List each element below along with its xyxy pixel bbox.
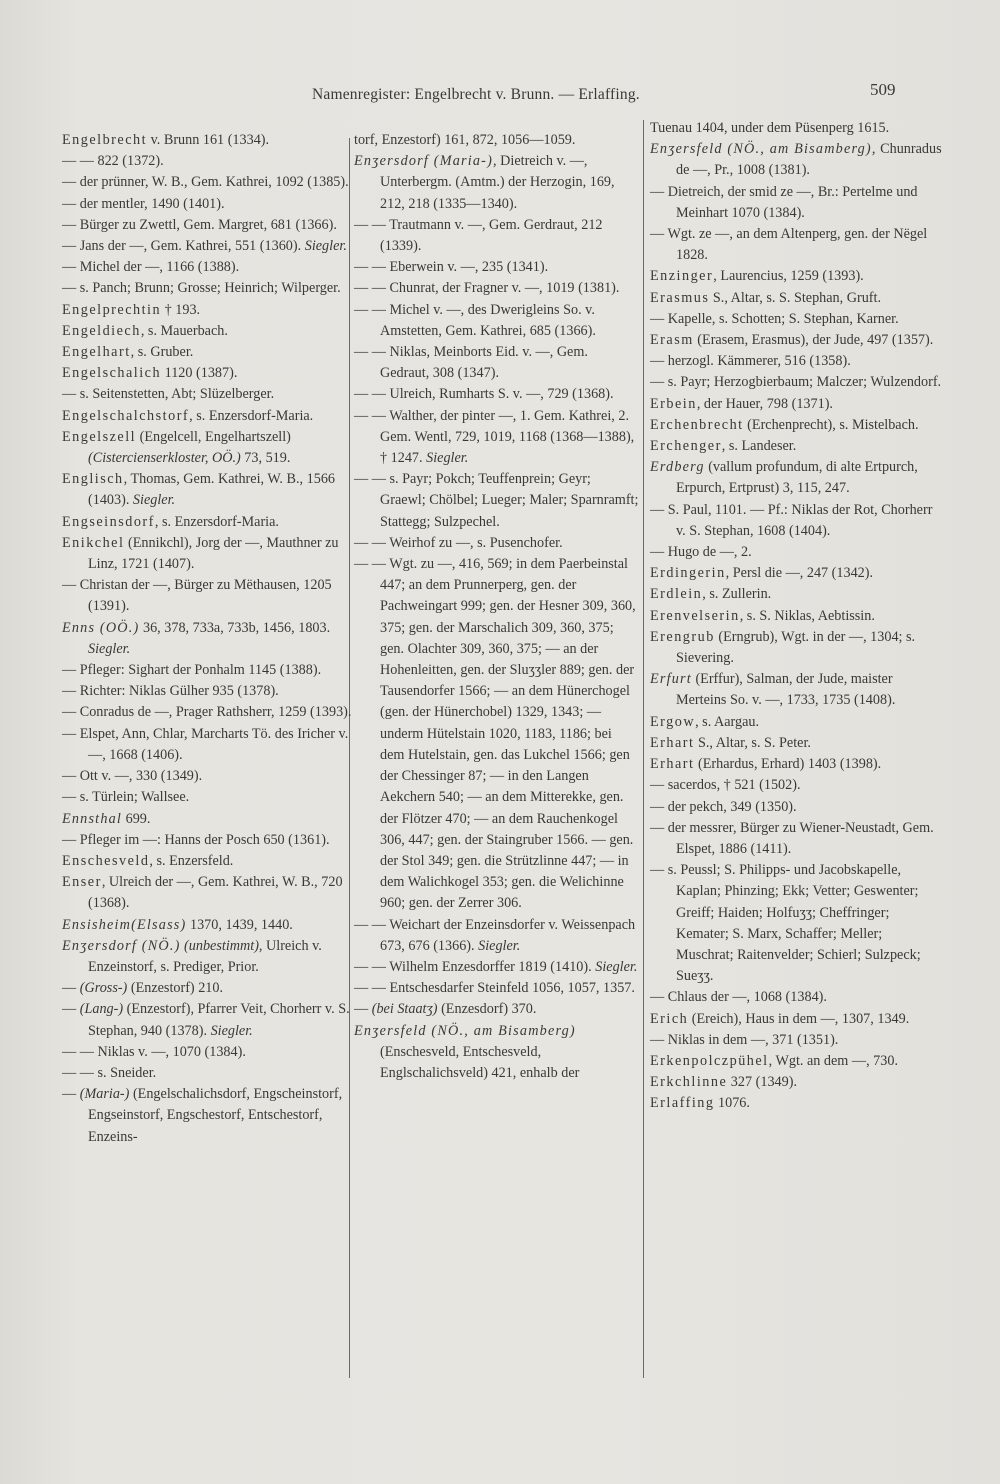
entry-text: (Erngrub), Wgt. in der —, 1304; s. Sievering. [676,628,916,667]
index-entry [62,1042,354,1063]
entry-text: — s. Payr; Herzogbierbaum; Malczer; Wulzendorf. [650,374,942,391]
index-entry [62,702,354,723]
entry-text: (Enzestorf) 210. [127,980,224,997]
entry-headword: Ensisheim(Elsass) [62,916,187,933]
entry-text: — [62,1001,80,1018]
entry-text: — — s. Payr; Pokch; Teuffenprein; Geyr; Graewl; Chölbel; Lueger; Maler; Sparnramft; Stattegg; Sulzpechel. [354,471,639,530]
entry-headword: Enschesveld [62,852,150,869]
index-entry [354,915,639,957]
entry-text: — s. Peussl; S. Philipps- und Jacobskapelle, Kaplan; Phinzing; Ekk; Vetter; Geswenter; Greiff; Haiden; Holfuʒʒ; Cheffringer; Kemater; S. Marx, Schaffer; Meller; Muschrat; Raitenvelder; Schierl; Sulzpeck; Sueʒʒ. [650,862,921,985]
index-entry [650,309,942,330]
index-entry [650,797,942,818]
entry-headword: Erasm [650,332,694,349]
index-entry [62,618,354,660]
index-entry [62,342,354,363]
entry-headword: Erdlein [650,586,703,603]
entry-text: — — 822 (1372). [62,153,164,170]
entry-text: (Ennikchl), Jorg der —, Mauthner zu Linz, 1721 (1407). [88,534,339,573]
entry-headword: Engelschalchstorf [62,407,190,424]
entry-text: — Dietreich, der smid ze —, Br.: Pertelme und Meinhart 1070 (1384). [650,183,918,221]
entry-text: v. Brunn 161 (1334). [147,132,270,148]
entry-text: Siegler. [478,937,521,954]
entry-text: — — Entschesdarfer Steinfeld 1056, 1057, 1357. [354,980,635,997]
entry-headword: Enzinger [650,268,714,285]
entry-text: (Enzestorf), Pfarrer Veit, Chorherr v. S. Stephan, 940 (1378). [88,1001,350,1039]
index-entry [354,957,639,978]
entry-headword: Erchenbrecht [650,416,744,433]
entry-text: — herzogl. Kämmerer, 516 (1358). [650,353,851,370]
index-entry [650,542,942,563]
entry-text: — Pfleger im —: Hanns der Posch 650 (1361). [62,831,330,848]
entry-headword: Erdberg [650,459,705,476]
page-title: Namenregister: Engelbrecht v. Brunn. — Erlaffing. [312,86,640,103]
entry-headword: Erengrub [650,628,715,645]
entry-text: S., Altar, s. S. Stephan, Gruft. [709,289,882,306]
index-entry [62,469,354,511]
entry-text: , der Hauer, 798 (1371). [696,395,833,412]
index-entry [650,457,942,499]
index-entry [354,384,639,405]
index-entry [650,436,942,457]
entry-headword: Engelschalich [62,365,162,382]
entry-text: , Thomas, Gem. Kathrei, W. B., 1566 (1403). [88,471,336,509]
entry-text: — der mentler, 1490 (1401). [62,195,225,212]
entry-text: — — Walther, der pinter —, 1. Gem. Kathrei, 2. Gem. Wentl, 729, 1019, 1168 (1368—1388), † 1247. [354,407,635,467]
entry-text: (Cistercienserkloster, OÖ.) [88,450,241,467]
entry-text: , Wgt. an dem —, 730. [768,1052,899,1069]
index-entry [650,754,942,775]
entry-text: (Enschesveld, Entschesveld, Englschalichsveld) 421, enhalb der [380,1043,580,1081]
entry-text: — Michel der —, 1166 (1388). [62,259,240,276]
entry-text: (bei Staatʒ) [371,1001,438,1018]
entry-headword: Engelbrecht [62,132,148,148]
index-entry [354,342,639,384]
index-entry [62,809,354,830]
index-entry [354,215,639,257]
entry-headword: Erasmus [650,289,710,306]
entry-text: 1120 (1387). [161,365,238,382]
entry-text: Siegler. [304,238,347,255]
index-entry [62,194,354,215]
index-entry [354,300,639,342]
index-entry [354,257,639,278]
index-entry [650,627,942,669]
entry-text: (unbestimmt), [184,937,263,954]
index-entry [62,427,354,469]
entry-text: , s. Enzersfeld. [149,852,234,869]
entry-text: Ulreich v. Enzeinstorf, s. Prediger, Prior. [88,937,322,975]
index-entry [650,1030,942,1051]
index-entry [650,860,942,987]
entry-text: † 193. [161,301,201,318]
entry-headword: Erenvelserin [650,607,740,624]
entry-headword: Engseinsdorf [62,513,155,530]
index-entry [62,384,354,405]
entry-text: (Erchenprecht), s. Mistelbach. [743,416,919,433]
index-entry [62,681,354,702]
entry-headword: Erchenger [650,438,722,455]
index-entry [650,118,942,139]
entry-headword: Ergow [650,713,696,730]
index-entry [354,554,639,914]
index-entry [650,733,942,754]
entry-headword: Enʒersfeld (NÖ., am Bisamberg), [650,141,877,158]
index-entry [650,1009,942,1030]
index-entry [354,999,639,1020]
entry-text: 73, 519. [240,450,291,467]
index-entry [62,851,354,872]
entry-text: — Christan der —, Bürger zu Mëthausen, 1205 (1391). [62,577,332,615]
entry-text: — Richter: Niklas Gülher 935 (1378). [62,683,279,700]
index-entry [650,669,942,711]
index-entry [650,372,942,393]
entry-text: , Dietreich v. —, Unterbergm. (Amtm.) der Herzogin, 169, 212, 218 (1335—1340). [380,153,615,212]
entry-text: — — Eberwein v. —, 235 (1341). [354,259,549,276]
entry-text: — — Trautmann v. —, Gem. Gerdraut, 212 (1339). [354,216,603,255]
entry-text: (Engelcell, Engelhartszell) [136,428,291,445]
entry-headword: Enʒersdorf (NÖ.) [62,937,181,954]
index-entry [62,172,354,193]
index-entry [62,512,354,533]
entry-text: 36, 378, 733a, 733b, 1456, 1803. [139,619,331,636]
index-entry [62,321,354,342]
index-entry [650,712,942,733]
entry-text: — Conradus de —, Prager Rathsherr, 1259 (1393). [62,704,352,721]
index-column-3 [650,118,942,1115]
index-entry [62,236,354,257]
entry-text: — — s. Sneider. [62,1064,157,1081]
index-entry [354,130,639,151]
index-entry [650,224,942,266]
entry-text: 699. [122,810,151,827]
index-entry [650,182,942,224]
entry-headword: Erbein [650,395,697,412]
index-entry [650,584,942,605]
index-entry [650,266,942,287]
entry-text: S., Altar, s. S. Peter. [694,734,811,751]
entry-text: — s. Panch; Brunn; Grosse; Heinrich; Wilperger. [62,280,341,297]
entry-text: (vallum profundum, di alte Ertpurch, Erpurch, Ertprust) 3, 115, 247. [676,459,918,497]
entry-text: Tuenau 1404, under dem Püsenperg 1615. [650,120,890,136]
index-entry [62,151,354,172]
entry-text: Chunradus de —, Pr., 1008 (1381). [676,141,942,179]
entry-text: — S. Paul, 1101. — Pf.: Niklas der Rot, Chorherr v. S. Stephan, 1608 (1404). [650,501,933,539]
entry-text: (Gross-) [79,980,128,997]
entry-text: — — Niklas, Meinborts Eid. v. —, Gem. Gedraut, 308 (1347). [354,344,588,382]
entry-headword: Erlaffing [650,1095,715,1112]
entry-text: , s. Enzersdorf-Maria. [189,407,314,424]
entry-headword: Erich [650,1010,689,1027]
entry-text: — [354,1001,372,1018]
index-entry [62,1084,354,1148]
entry-text: — der messrer, Bürger zu Wiener-Neustadt, Gem. Elspet, 1886 (1411). [650,819,934,857]
entry-text: — — Niklas v. —, 1070 (1384). [62,1043,246,1060]
entry-text: , s. Enzersdorf-Maria. [154,513,279,530]
entry-text: (Lang-) [79,1001,124,1018]
index-entry [650,288,942,309]
entry-headword: Englisch [62,471,124,488]
entry-text: — Elspet, Ann, Chlar, Marcharts Tö. des Iricher v. —, 1668 (1406). [62,725,349,763]
column-divider [643,120,644,1378]
entry-text: — Niklas in dem —, 371 (1351). [650,1031,839,1048]
entry-text: (Ereich), Haus in dem —, 1307, 1349. [688,1010,910,1027]
entry-text: 1370, 1439, 1440. [186,916,293,933]
entry-headword: Engelhart [62,344,131,361]
entry-text: — — Chunrat, der Fragner v. —, 1019 (1381). [354,280,620,297]
entry-text: (Engelschalichsdorf, Engscheinstorf, Engseinstorf, Engschestorf, Entschestorf, Enzeins- [88,1086,343,1145]
index-entry [62,130,354,151]
page-number: 509 [870,80,896,99]
index-entry [62,257,354,278]
index-entry [354,406,639,470]
index-entry [62,363,354,384]
entry-text: — s. Türlein; Wallsee. [62,789,190,806]
entry-text: — Hugo de —, 2. [650,544,752,561]
entry-text: — — Michel v. —, des Dwerigleins So. v. Amstetten, Gem. Kathrei, 685 (1366). [354,301,596,339]
entry-text: (Erffur), Salman, der Jude, maister Merteins So. v. —, 1733, 1735 (1408). [676,671,896,709]
entry-text: — sacerdos, † 521 (1502). [650,777,801,794]
index-entry [62,830,354,851]
entry-text: (Erhardus, Erhard) 1403 (1398). [694,756,882,773]
entry-text: — Wgt. ze —, an dem Altenperg, gen. der Nëgel 1828. [650,226,928,264]
index-entry [650,775,942,796]
entry-text: Siegler. [210,1022,253,1039]
entry-headword: Enser [62,874,102,891]
index-entry [62,406,354,427]
entry-text: Siegler. [426,450,469,467]
entry-text: — der pekch, 349 (1350). [650,798,797,815]
index-entry [650,1093,942,1114]
entry-text: 327 (1349). [727,1074,797,1091]
entry-text: Siegler. [595,958,638,975]
index-entry [62,660,354,681]
entry-text: Siegler. [88,640,131,657]
entry-headword: Enns (OÖ.) [62,619,140,636]
entry-text: — [62,1086,80,1103]
index-entry [354,278,639,299]
entry-text: (Maria-) [79,1086,130,1103]
index-entry [354,151,639,215]
index-entry [650,415,942,436]
index-entry [62,300,354,321]
index-entry [62,936,354,978]
index-entry [650,606,942,627]
entry-headword: Engelprechtin [62,301,162,318]
running-header [0,80,1000,114]
index-entry [354,469,639,533]
entry-headword: Engeldiech [62,322,141,339]
entry-text: — Jans der —, Gem. Kathrei, 551 (1360). [62,238,305,255]
entry-text: — — Weichart der Enzeinsdorfer v. Weissenpach 673, 676 (1366). [354,916,636,954]
entry-headword: Enʒersdorf (Maria-) [354,153,494,170]
entry-text: (Erasem, Erasmus), der Jude, 497 (1357). [693,332,934,349]
entry-text: , s. Landeser. [721,438,797,455]
entry-text: — [62,980,80,997]
index-entry [650,818,942,860]
index-column-2 [354,130,639,1084]
entry-text: , s. Aargau. [695,713,760,730]
index-entry [62,278,354,299]
index-entry [62,533,354,575]
entry-text: — Ott v. —, 330 (1349). [62,768,203,785]
entry-text: Siegler. [132,492,176,509]
entry-headword: Enikchel [62,534,125,551]
entry-text: 1076. [714,1095,750,1112]
entry-text: , Persl die —, 247 (1342). [725,565,874,582]
index-entry [62,766,354,787]
entry-headword: Erhart [650,734,695,751]
entry-text: , s. S. Niklas, Aebtissin. [739,607,875,624]
entry-headword: Erkenpolczpühel [650,1052,769,1069]
entry-text: — Bürger zu Zwettl, Gem. Margret, 681 (1366). [62,216,337,233]
index-entry [62,872,354,914]
index-column-1 [62,130,354,1148]
entry-text: — — Weirhof zu —, s. Pusenchofer. [354,534,563,551]
index-entry [650,139,942,181]
index-entry [62,999,354,1041]
index-entry [650,987,942,1008]
index-entry [62,787,354,808]
entry-headword: Erkchlinne [650,1074,728,1091]
entry-headword: Ennsthal [62,810,123,827]
entry-text: — Pfleger: Sighart der Ponhalm 1145 (1388). [62,662,322,679]
entry-text: — — Ulreich, Rumharts S. v. —, 729 (1368). [354,386,614,403]
entry-text: — Chlaus der —, 1068 (1384). [650,989,827,1006]
index-entry [650,1051,942,1072]
entry-headword: Erfurt [650,671,692,688]
index-entry [62,1063,354,1084]
entry-text: , Ulreich der —, Gem. Kathrei, W. B., 720 (1368). [88,874,343,912]
index-entry [354,978,639,999]
entry-text: , s. Mauerbach. [140,322,228,339]
index-entry [354,533,639,554]
entry-text: , Laurencius, 1259 (1393). [713,268,864,285]
index-entry [650,330,942,351]
entry-text: torf, Enzestorf) 161, 872, 1056—1059. [354,132,576,148]
index-entry [650,500,942,542]
entry-text: — — Wgt. zu —, 416, 569; in dem Paerbeinstal 447; an dem Prunnerperg, gen. der Pachweingart 999; gen. der Hesner 309, 360, 375; gen. der Marschalich 309, 360, 375; gen. Olachter 309, 360, 375; — an der Hohenleitten, gen. der Sluʒʒler 889; gen. der Tausendorfer 1566; — an dem Hünerchogel (gen. der Hünerchobel) 1329, 1343; — underm Hütelstain 1020, 1183, 1186; bei dem Hutelstain, gen. das Lukchel 1566; gen der Chessinger 87; — in den Langen Aekchern 540; — an dem Mitterekke, gen. der Flötzer 470; — an dem Rauchenkogel 306, 447; gen. der Staingruber 1566. — gen. der Stol 349; gen. die Strützlinne 447; — in dem Walichkogel 353; gen. die Welichinne 960; gen. der Zerrer 306. [354,556,636,912]
index-entry [62,978,354,999]
index-entry [650,394,942,415]
index-entry [62,575,354,617]
index-entry [62,724,354,766]
index-entry [354,1021,639,1085]
index-entry [62,215,354,236]
entry-text: , s. Gruber. [130,344,194,361]
index-entry [650,351,942,372]
entry-text: , s. Zullerin. [702,586,772,603]
index-entry [650,563,942,584]
entry-headword: Enʒersfeld (NÖ., am Bisamberg) [354,1022,576,1039]
entry-headword: Engelszell [62,428,137,445]
entry-text: — der prünner, W. B., Gem. Kathrei, 1092 (1385). [62,174,349,191]
index-entry [650,1072,942,1093]
entry-text: (Enzesdorf) 370. [437,1001,537,1018]
entry-text: — — Wilhelm Enzesdorffer 1819 (1410). [354,958,596,975]
entry-text: — s. Seitenstetten, Abt; Slüzelberger. [62,386,275,403]
index-entry [62,915,354,936]
entry-text: — Kapelle, s. Schotten; S. Stephan, Karner. [650,310,899,327]
entry-headword: Erdingerin [650,565,726,582]
entry-headword: Erhart [650,756,695,773]
